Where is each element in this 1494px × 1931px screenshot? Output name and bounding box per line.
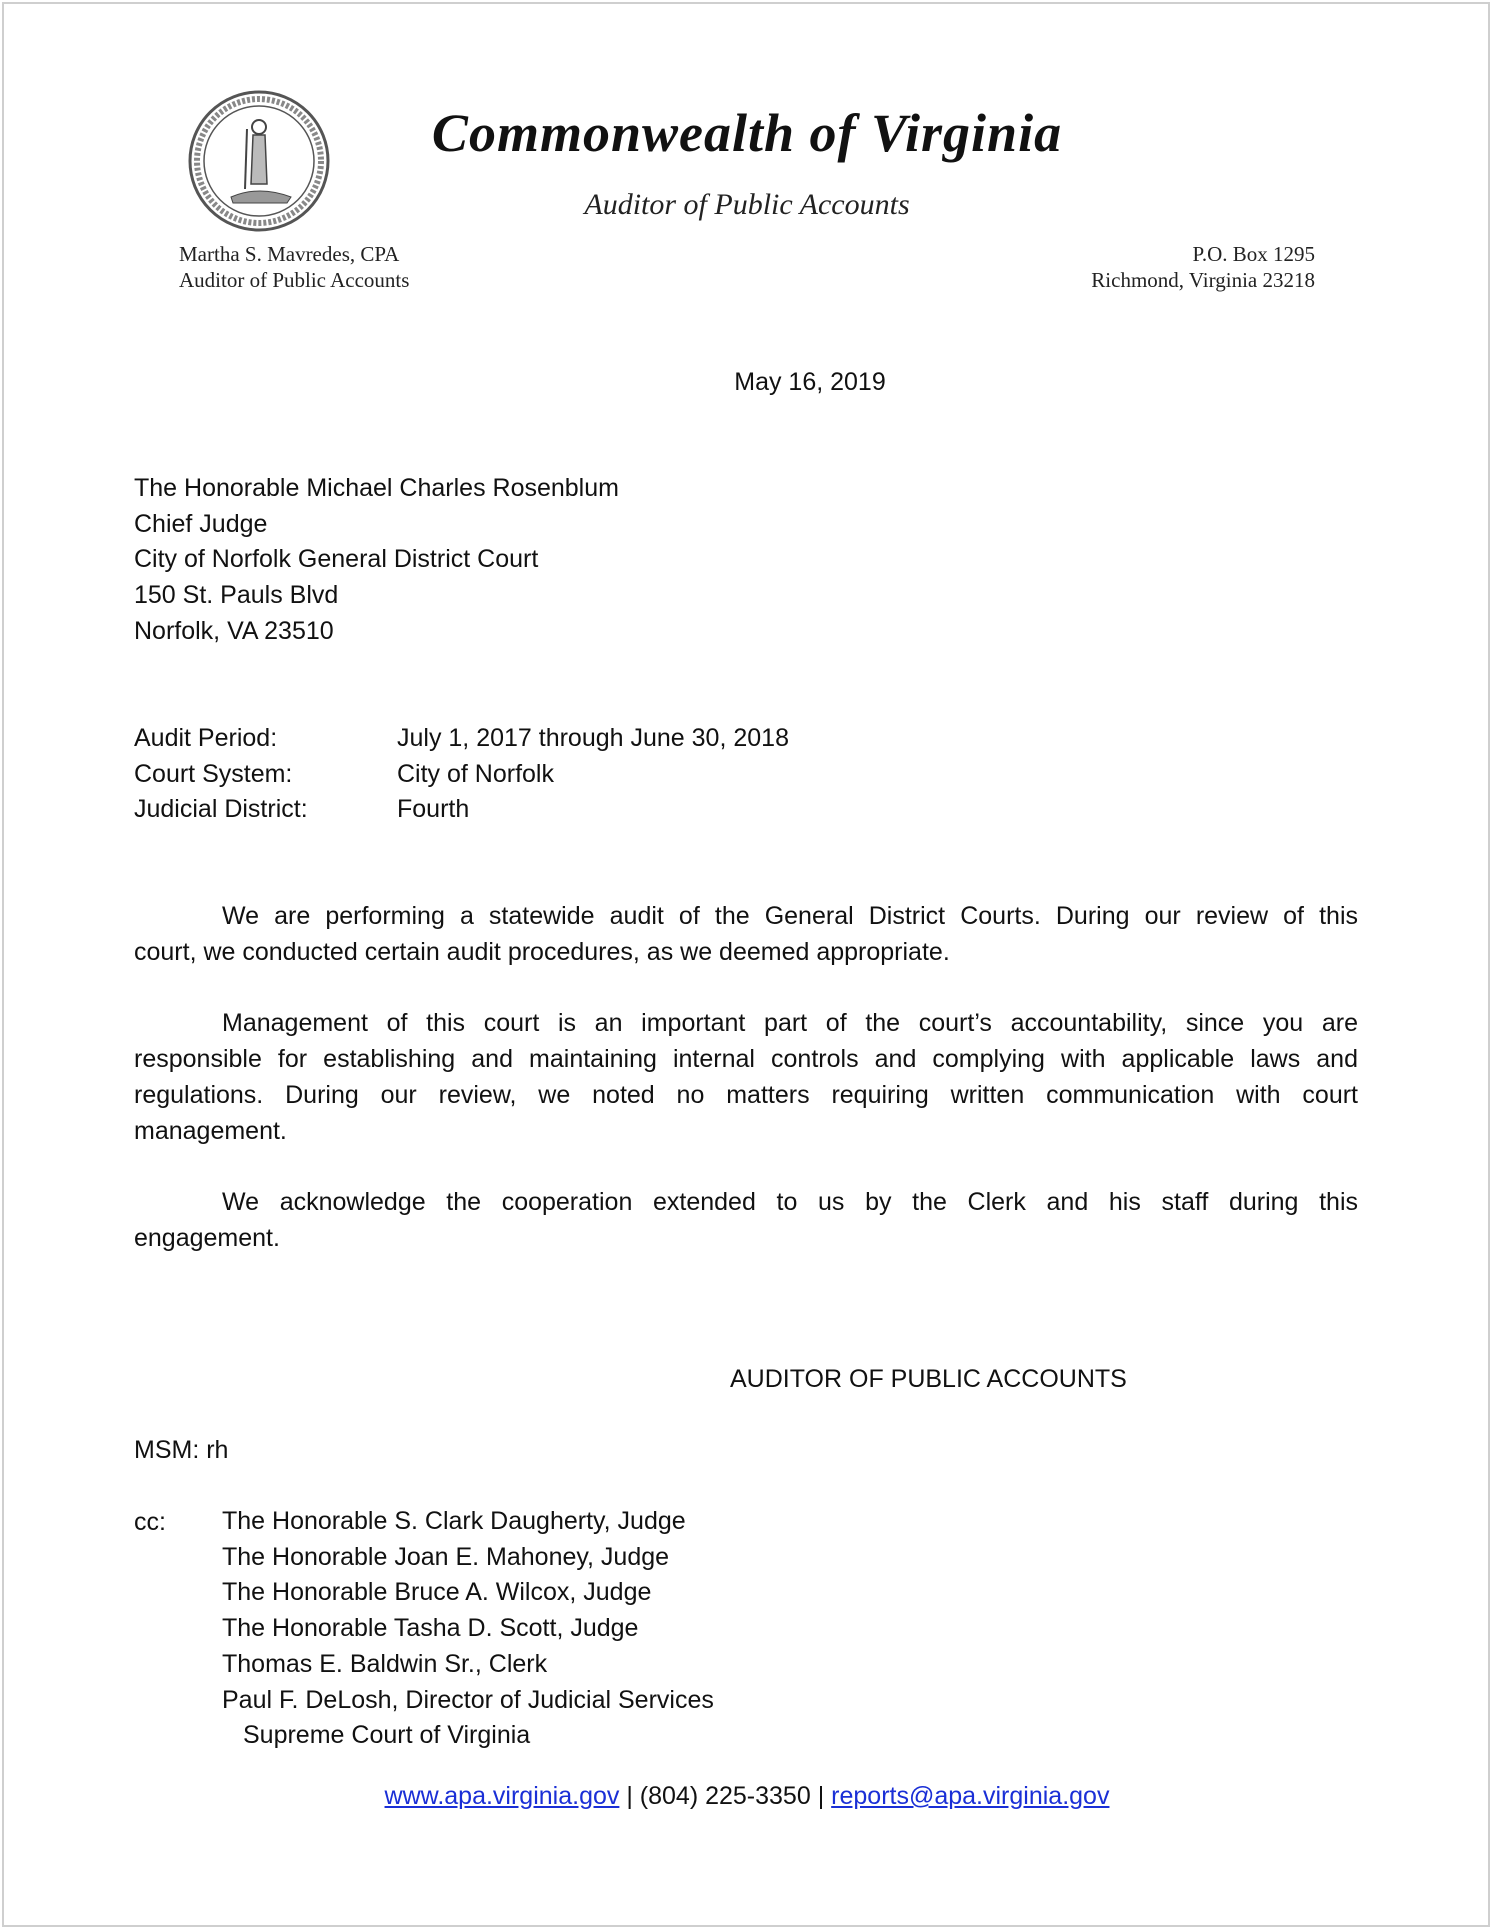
recipient-line: City of Norfolk General District Court xyxy=(134,545,539,574)
recipient-line: Norfolk, VA 23510 xyxy=(134,616,334,645)
footer xyxy=(0,1778,1494,1814)
recipient-address xyxy=(134,471,619,650)
recipient-line: 150 St. Pauls Blvd xyxy=(134,581,339,610)
separator: | xyxy=(817,1782,825,1810)
field-value: City of Norfolk xyxy=(397,759,554,788)
office-address xyxy=(1091,241,1315,293)
cc-list xyxy=(222,1504,714,1754)
paragraph-line: Management of this court is an important part of the court’s accountability, since you are xyxy=(222,1009,1358,1037)
paragraph-line: regulations. During our review, we noted no matters requiring written communication with court xyxy=(134,1081,1358,1109)
auditor-name: Martha S. Mavredes, CPA xyxy=(179,242,400,266)
paragraph-line: management. xyxy=(134,1117,287,1145)
website-link[interactable]: www.apa.virginia.gov xyxy=(384,1782,620,1810)
recipient-line: The Honorable Michael Charles Rosenblum xyxy=(134,474,619,502)
po-box: P.O. Box 1295 xyxy=(1192,242,1315,266)
auditor-title: Auditor of Public Accounts xyxy=(179,268,410,292)
audit-fields xyxy=(134,721,789,828)
letterhead-subtitle: Auditor of Public Accounts xyxy=(584,188,910,221)
cc-item: The Honorable Tasha D. Scott, Judge xyxy=(222,1614,639,1643)
field-value: July 1, 2017 through June 30, 2018 xyxy=(397,724,789,752)
cc-item-sub: Supreme Court of Virginia xyxy=(243,1721,531,1750)
paragraph-line: We acknowledge the cooperation extended to us by the Clerk and his staff during this xyxy=(222,1188,1358,1216)
recipient-line: Chief Judge xyxy=(134,509,268,538)
paragraph-line: responsible for establishing and maintaining internal controls and complying with applicable laws and xyxy=(134,1045,1358,1073)
letter-date: May 16, 2019 xyxy=(734,368,886,396)
cc-label: cc: xyxy=(134,1508,166,1536)
field-label: Audit Period: xyxy=(134,724,278,752)
separator: | xyxy=(626,1782,633,1810)
field-label: Judicial District: xyxy=(134,795,308,824)
email-link[interactable]: reports@apa.virginia.gov xyxy=(831,1782,1110,1810)
signature-block: AUDITOR OF PUBLIC ACCOUNTS xyxy=(730,1365,1127,1393)
phone: (804) 225-3350 xyxy=(639,1782,811,1810)
paragraph-line: court, we conducted certain audit procedures, as we deemed appropriate. xyxy=(134,938,950,966)
letterhead-title: Commonwealth of Virginia xyxy=(431,103,1063,163)
field-label: Court System: xyxy=(134,759,293,788)
initials: MSM: rh xyxy=(134,1436,229,1464)
auditor-info xyxy=(179,241,409,293)
cc-item: The Honorable S. Clark Daugherty, Judge xyxy=(222,1507,686,1535)
paragraph-line: We are performing a statewide audit of the General District Courts. During our review of this xyxy=(222,902,1358,930)
cc-item: Paul F. DeLosh, Director of Judicial Services xyxy=(222,1685,714,1714)
cc-item: Thomas E. Baldwin Sr., Clerk xyxy=(222,1649,548,1678)
cc-item: The Honorable Bruce A. Wilcox, Judge xyxy=(222,1578,652,1607)
field-value: Fourth xyxy=(397,795,470,824)
city-state: Richmond, Virginia 23218 xyxy=(1091,268,1315,292)
cc-item: The Honorable Joan E. Mahoney, Judge xyxy=(222,1542,670,1571)
paragraph-line: engagement. xyxy=(134,1224,280,1252)
